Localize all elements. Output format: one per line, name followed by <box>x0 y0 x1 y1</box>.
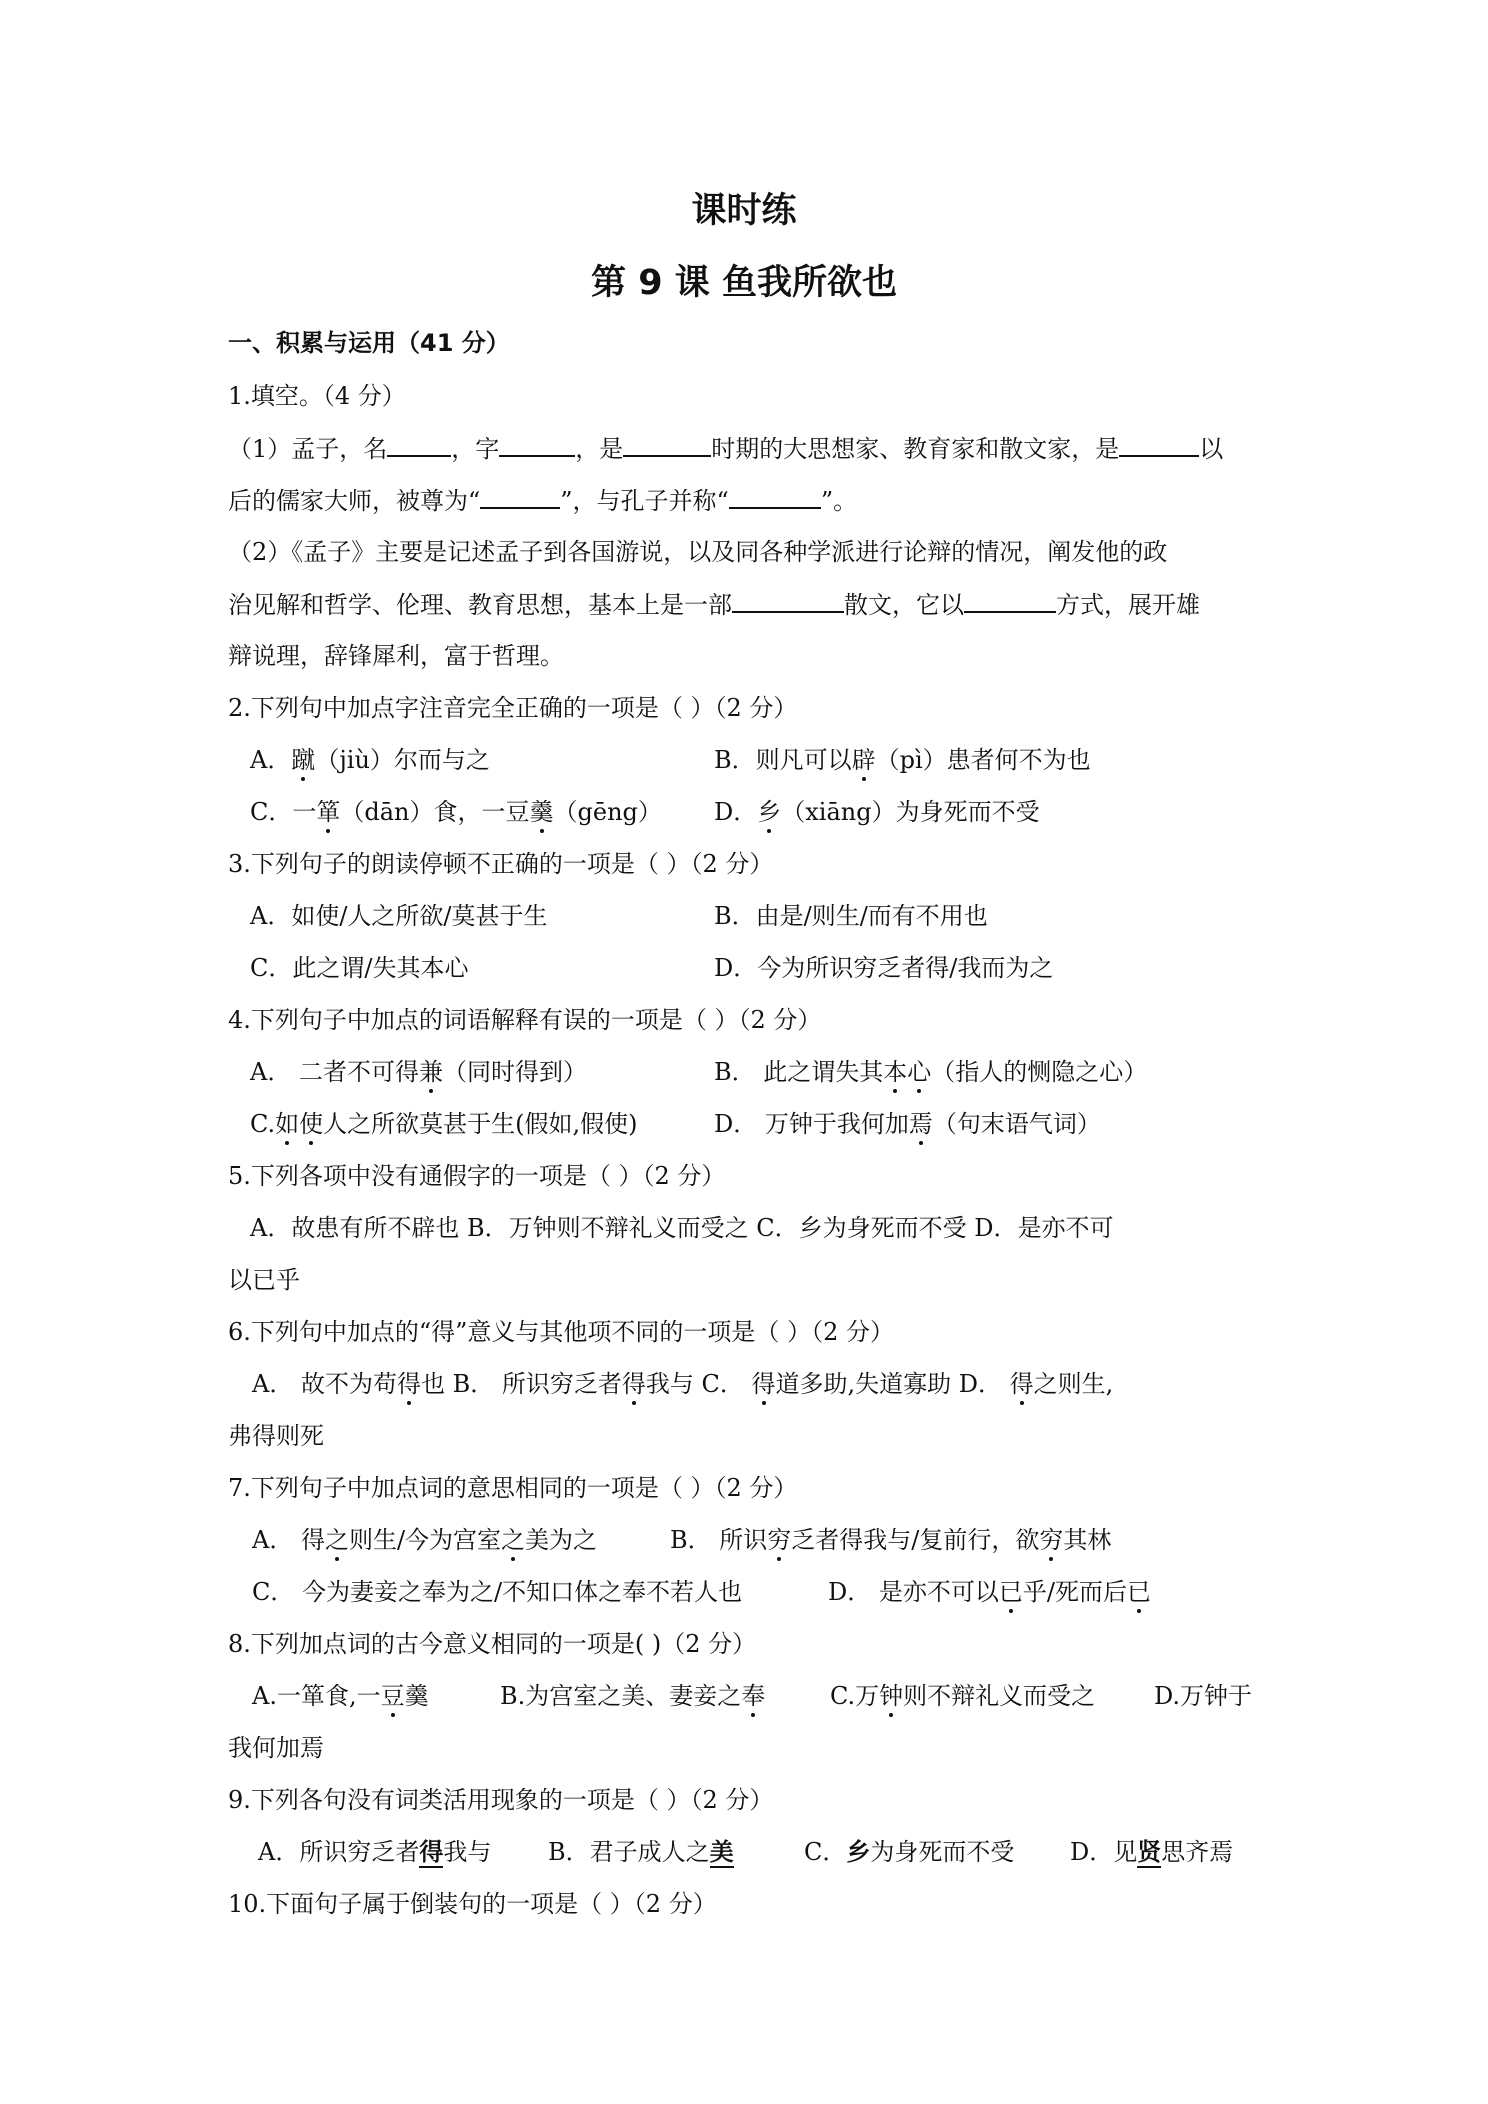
question-2-option-c: C．一箪（dān）食，一豆羹（gēng） <box>250 798 662 826</box>
blank <box>964 589 1056 613</box>
question-8-option-c: C.万钟则不辩礼义而受之 <box>830 1682 1096 1710</box>
question-1-part-2-line-1: （2）《孟子》主要是记述孟子到各国游说，以及同各种学派进行论辩的情况，阐发他的政 <box>228 538 1168 566</box>
question-2-stem: 2.下列句中加点字注音完全正确的一项是（ ）（2 分） <box>228 694 798 722</box>
blank <box>732 589 844 613</box>
question-4-stem: 4.下列句子中加点的词语解释有误的一项是（ ）（2 分） <box>228 1006 822 1034</box>
question-1-part-1-line-2: 后的儒家大师，被尊为“ ”，与孔子并称“ ”。 <box>228 487 858 515</box>
question-6-stem: 6.下列句中加点的“得”意义与其他项不同的一项是（ ）（2 分） <box>228 1318 894 1346</box>
question-10-stem: 10.下面句子属于倒装句的一项是（ ）（2 分） <box>228 1890 717 1918</box>
question-3-stem: 3.下列句子的朗读停顿不正确的一项是（ ）（2 分） <box>228 850 774 878</box>
question-3-option-d: D．今为所识穷乏者得/我而为之 <box>714 954 1054 982</box>
doc-title: 课时练 <box>691 191 797 231</box>
question-7-option-a: A． 得之则生/今为宫室之美为之 <box>252 1526 598 1554</box>
question-4-option-d: D． 万钟于我何加焉（句末语气词） <box>714 1110 1101 1138</box>
question-6-options-line-1: A． 故不为苟得也 B． 所识穷乏者得我与 C． 得道多助,失道寡助 D． 得之则生, <box>252 1370 1114 1398</box>
question-2-option-a: A．蹴（jiù）尔而与之 <box>250 746 490 774</box>
question-4-option-c: C.如使人之所欲莫甚于生(假如,假使) <box>250 1110 638 1138</box>
blank <box>623 433 711 457</box>
blank <box>499 433 575 457</box>
question-2-option-b: B．则凡可以辟（pì）患者何不为也 <box>714 746 1091 774</box>
question-7-option-b: B． 所识穷乏者得我与/复前行，欲穷其林 <box>670 1526 1112 1554</box>
question-8-stem: 8.下列加点词的古今意义相同的一项是( )（2 分） <box>228 1630 757 1658</box>
question-7-stem: 7.下列句子中加点词的意思相同的一项是（ ）（2 分） <box>228 1474 798 1502</box>
question-8-options-line-2: 我何加焉 <box>228 1734 324 1762</box>
blank <box>729 485 821 509</box>
question-9-stem: 9.下列各句没有词类活用现象的一项是（ ）（2 分） <box>228 1786 774 1814</box>
question-7-option-d: D． 是亦不可以已乎/死而后已 <box>828 1578 1151 1606</box>
question-1-part-2-line-3: 辩说理，辞锋犀利，富于哲理。 <box>228 642 564 670</box>
blank <box>480 485 560 509</box>
question-3-option-a: A．如使/人之所欲/莫甚于生 <box>250 902 548 930</box>
lesson-title: 第 9 课 鱼我所欲也 <box>591 263 897 303</box>
question-1-part-2-line-2: 治见解和哲学、伦理、教育思想，基本上是一部 散文，它以 方式，展开雄 <box>228 591 1200 619</box>
question-7-option-c: C． 今为妻妾之奉为之/不知口体之奉不若人也 <box>252 1578 743 1606</box>
question-2-option-d: D．乡（xiāng）为身死而不受 <box>714 798 1040 826</box>
question-5-options-line-2: 以已乎 <box>228 1266 300 1294</box>
question-8-option-b: B.为宫室之美、妻妾之奉 <box>500 1682 766 1710</box>
question-9-option-c: C．乡为身死而不受 <box>804 1837 1015 1866</box>
section-heading: 一、积累与运用（41 分） <box>228 329 510 357</box>
blank <box>1119 433 1199 457</box>
question-5-options-line-1: A．故患有所不辟也 B．万钟则不辩礼义而受之 C．乡为身死而不受 D．是亦不可 <box>250 1214 1114 1242</box>
question-9-option-b: B．君子成人之美 <box>548 1837 734 1866</box>
question-1-stem: 1.填空。（4 分） <box>228 382 406 410</box>
question-6-options-line-2: 弗得则死 <box>228 1422 324 1450</box>
question-4-option-a: A． 二者不可得兼（同时得到） <box>250 1058 587 1086</box>
question-8-option-a: A.一箪食,一豆羹 <box>252 1682 429 1710</box>
question-3-option-b: B．由是/则生/而有不用也 <box>714 902 988 930</box>
question-9-option-a: A．所识穷乏者得我与 <box>258 1837 492 1866</box>
question-8-option-d: D.万钟于 <box>1154 1682 1253 1710</box>
question-9-option-d: D．见贤思齐焉 <box>1070 1837 1234 1866</box>
question-1-part-1-line-1: （1）孟子，名 ，字 ，是 时期的大思想家、教育家和散文家，是 以 <box>228 435 1224 463</box>
question-3-option-c: C．此之谓/失其本心 <box>250 954 469 982</box>
blank <box>387 433 451 457</box>
question-4-option-b: B． 此之谓失其本心（指人的恻隐之心） <box>714 1058 1148 1086</box>
question-5-stem: 5.下列各项中没有通假字的一项是（ ）（2 分） <box>228 1162 726 1190</box>
